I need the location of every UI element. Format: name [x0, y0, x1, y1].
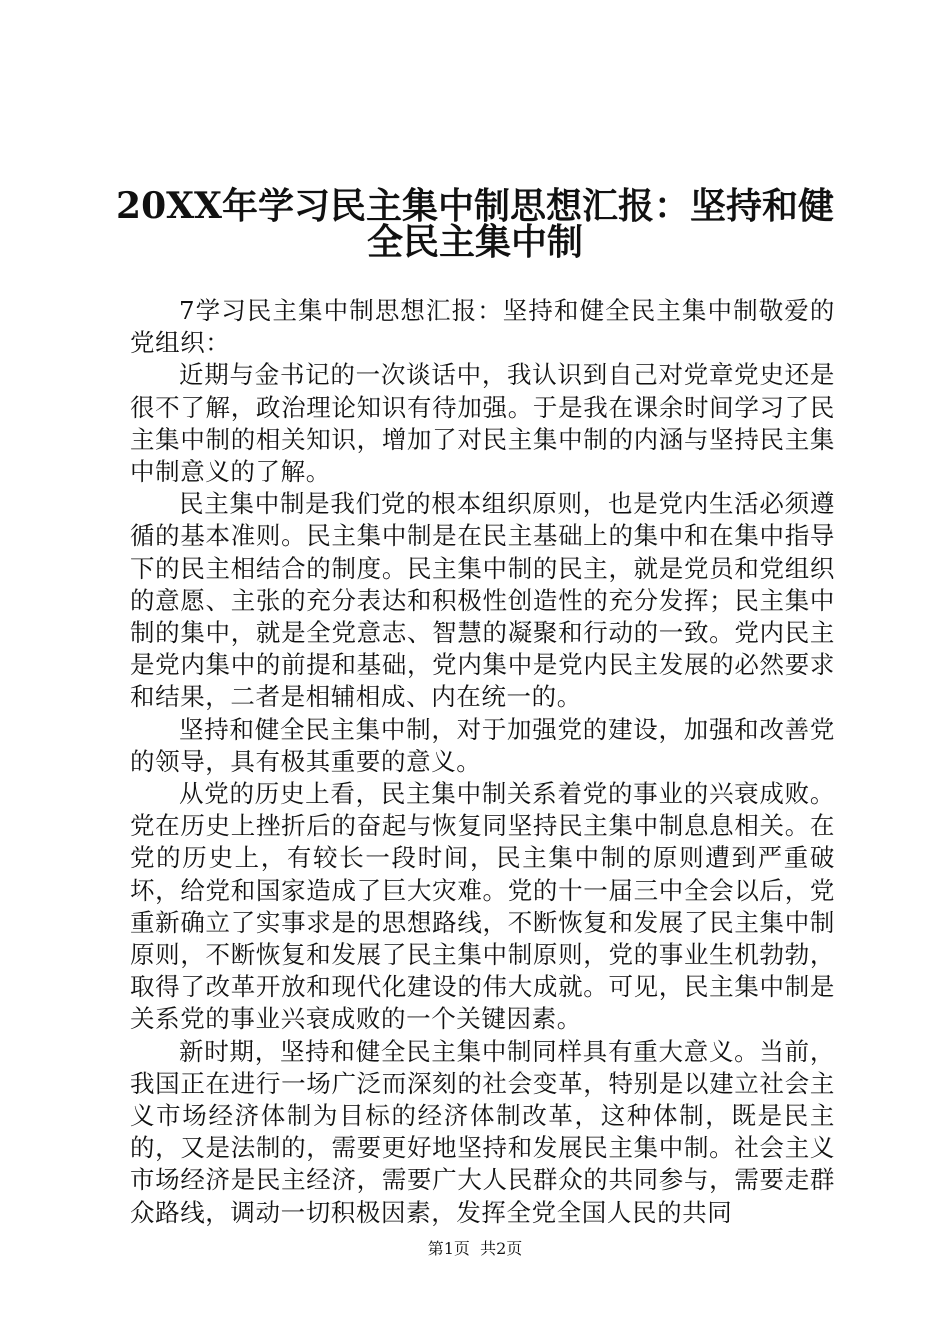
document-body — [130, 295, 835, 1229]
document-title-line-2: 全民主集中制 — [366, 221, 583, 263]
paragraph-6: 新时期，坚持和健全民主集中制同样具有重大意义。当前，我国正在进行一场广泛而深刻的社会变革，特别是以建立社会主义市场经济体制为目标的经济体制改革，这种体制，既是民主的，又是法制的，需要更好地坚持和发展民主集中制。社会主义市场经济是民主经济，需要广大人民群众的共同参与，需要走群众路线，调动一切积极因素，发挥全党全国人民的共同 — [130, 1036, 835, 1227]
paragraph-3: 民主集中制是我们党的根本组织原则，也是党内生活必须遵循的基本准则。民主集中制是在民主基础上的集中和在集中指导下的民主相结合的制度。民主集中制的民主，就是党员和党组织的意愿、主张的充分表达和积极性创造性的充分发挥；民主集中制的集中，就是全党意志、智慧的凝聚和行动的一致。党内民主是党内集中的前提和基础，党内集中是党内民主发展的必然要求和结果，二者是相辅相成、内在统一的。 — [130, 489, 835, 712]
page-footer: 第1页 共2页 — [427, 1239, 523, 1258]
document-title-line-1: 20XX年学习民主集中制思想汇报：坚持和健 — [116, 185, 834, 227]
paragraph-1: 7学习民主集中制思想汇报：坚持和健全民主集中制敬爱的党组织： — [130, 296, 835, 358]
paragraph-4: 坚持和健全民主集中制，对于加强党的建设，加强和改善党的领导，具有极其重要的意义。 — [130, 714, 835, 776]
paragraph-5: 从党的历史上看，民主集中制关系着党的事业的兴衰成败。党在历史上挫折后的奋起与恢复同坚持民主集中制息息相关。在党的历史上，有较长一段时间，民主集中制的原则遭到严重破坏，给党和国家造成了巨大灾难。党的十一届三中全会以后，党重新确立了实事求是的思想路线，不断恢复和发展了民主集中制原则，不断恢复和发展了民主集中制原则，党的事业生机勃勃，取得了改革开放和现代化建设的伟大成就。可见，民主集中制是关系党的事业兴衰成败的一个关键因素。 — [130, 779, 835, 1034]
paragraph-2: 近期与金书记的一次谈话中，我认识到自己对党章党史还是很不了解，政治理论知识有待加强。于是我在课余时间学习了民主集中制的相关知识，增加了对民主集中制的内涵与坚持民主集中制意义的了解。 — [130, 360, 835, 487]
